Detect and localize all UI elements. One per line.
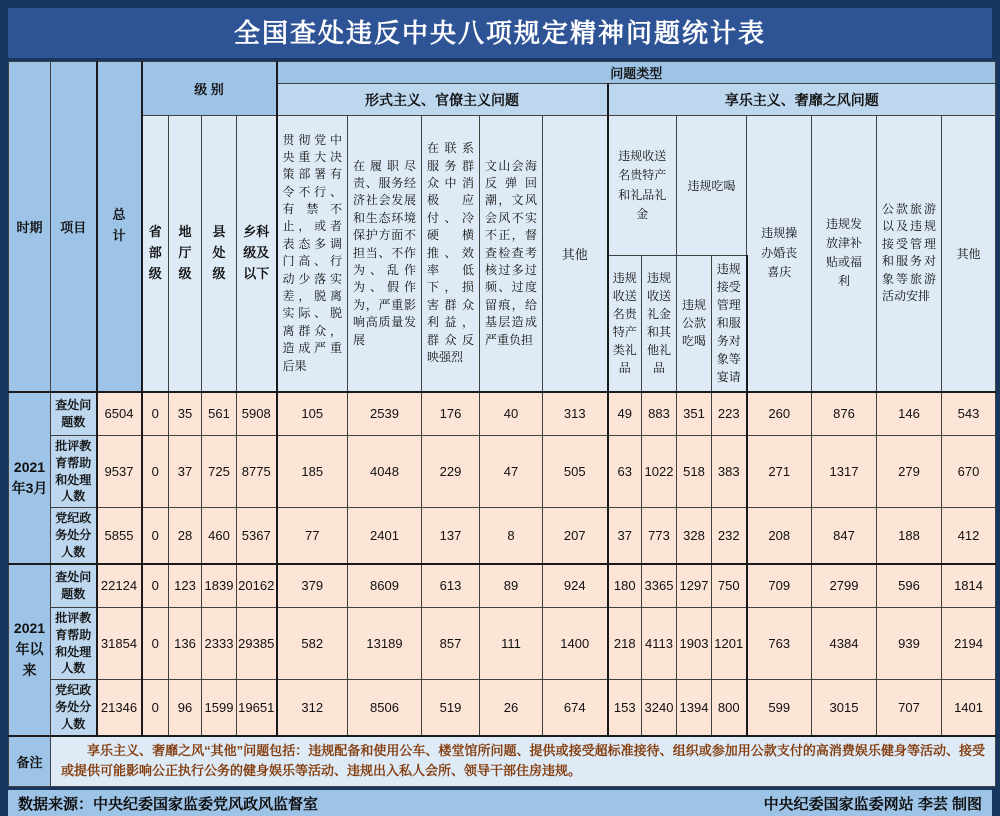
value-cell: 20162 (237, 564, 277, 608)
value-cell: 19651 (237, 680, 277, 736)
value-cell: 876 (812, 392, 877, 436)
col-header-dining-group: 违规吃喝 (677, 116, 747, 256)
value-cell: 313 (543, 392, 608, 436)
col-header-level-province: 省部级 (142, 116, 169, 392)
col-header-level-group: 级 别 (142, 62, 277, 116)
value-cell: 0 (142, 608, 169, 680)
value-cell: 505 (543, 436, 608, 508)
value-cell: 939 (877, 608, 942, 680)
value-cell: 1297 (677, 564, 712, 608)
value-cell: 763 (747, 608, 812, 680)
value-cell: 0 (142, 564, 169, 608)
row-label: 查处问题数 (51, 564, 97, 608)
col-header-dining-public-funds: 违规公款吃喝 (677, 256, 712, 392)
value-cell: 188 (877, 508, 942, 564)
value-cell: 279 (877, 436, 942, 508)
value-cell: 9537 (97, 436, 142, 508)
value-cell: 208 (747, 508, 812, 564)
value-cell: 137 (422, 508, 480, 564)
value-cell: 2539 (348, 392, 422, 436)
value-cell: 518 (677, 436, 712, 508)
value-cell: 229 (422, 436, 480, 508)
value-cell: 105 (277, 392, 348, 436)
col-header-dining-service-objects: 违规接受管理和服务对象等宴请 (712, 256, 747, 392)
col-header-gifts-group: 违规收送名贵特产和礼品礼金 (608, 116, 677, 256)
value-cell: 26 (480, 680, 543, 736)
value-cell: 3240 (642, 680, 677, 736)
col-header-wedding-funeral: 违规操办婚丧喜庆 (747, 116, 812, 392)
col-header-formalism-group: 形式主义、官僚主义问题 (277, 84, 608, 116)
value-cell: 383 (712, 436, 747, 508)
value-cell: 725 (202, 436, 237, 508)
col-header-formalism-masses: 在联系服务群众中消极应付、冷硬横推、效率低下，损害群众利益，群众反映强烈 (422, 116, 480, 392)
value-cell: 4384 (812, 608, 877, 680)
value-cell: 1839 (202, 564, 237, 608)
value-cell: 750 (712, 564, 747, 608)
value-cell: 596 (877, 564, 942, 608)
value-cell: 613 (422, 564, 480, 608)
value-cell: 146 (877, 392, 942, 436)
value-cell: 6504 (97, 392, 142, 436)
value-cell: 271 (747, 436, 812, 508)
value-cell: 328 (677, 508, 712, 564)
value-cell: 773 (642, 508, 677, 564)
value-cell: 5855 (97, 508, 142, 564)
col-header-formalism-other: 其他 (543, 116, 608, 392)
value-cell: 599 (747, 680, 812, 736)
value-cell: 22124 (97, 564, 142, 608)
value-cell: 37 (169, 436, 202, 508)
value-cell: 2333 (202, 608, 237, 680)
row-label: 查处问题数 (51, 392, 97, 436)
page-title: 全国查处违反中央八项规定精神问题统计表 (8, 8, 992, 58)
value-cell: 312 (277, 680, 348, 736)
col-header-gifts-cash: 违规收送礼金和其他礼品 (642, 256, 677, 392)
col-header-gifts-specialty: 违规收送名贵特产类礼品 (608, 256, 642, 392)
value-cell: 0 (142, 680, 169, 736)
value-cell: 232 (712, 508, 747, 564)
value-cell: 180 (608, 564, 642, 608)
value-cell: 21346 (97, 680, 142, 736)
col-header-level-prefecture: 地厅级 (169, 116, 202, 392)
value-cell: 31854 (97, 608, 142, 680)
col-header-total: 总计 (97, 62, 142, 392)
value-cell: 223 (712, 392, 747, 436)
row-label: 党纪政务处分人数 (51, 680, 97, 736)
value-cell: 1814 (942, 564, 996, 608)
col-header-hedonism-other: 其他 (942, 116, 996, 392)
value-cell: 29385 (237, 608, 277, 680)
footer-source: 数据来源：中央纪委国家监委党风政风监督室 (18, 795, 319, 813)
value-cell: 153 (608, 680, 642, 736)
col-header-travel: 公款旅游以及违规接受管理和服务对象等旅游活动安排 (877, 116, 942, 392)
value-cell: 379 (277, 564, 348, 608)
value-cell: 1400 (543, 608, 608, 680)
value-cell: 218 (608, 608, 642, 680)
value-cell: 28 (169, 508, 202, 564)
col-header-problem-type: 问题类型 (277, 62, 996, 84)
value-cell: 3015 (812, 680, 877, 736)
remark-text: 享乐主义、奢靡之风“其他”问题包括：违规配备和使用公车、楼堂馆所问题、提供或接受超标准接待、组织或参加用公款支付的高消费娱乐健身等活动、接受或提供可能影响公正执行公务的健身娱乐等活动、违规出入私人会所、领导干部住房违规。 (51, 736, 996, 787)
col-header-period: 时期 (9, 62, 51, 392)
value-cell: 37 (608, 508, 642, 564)
col-header-level-county: 县处级 (202, 116, 237, 392)
value-cell: 412 (942, 508, 996, 564)
footer-credit: 中央纪委国家监委网站 李芸 制图 (763, 795, 982, 813)
value-cell: 543 (942, 392, 996, 436)
value-cell: 847 (812, 508, 877, 564)
value-cell: 674 (543, 680, 608, 736)
value-cell: 924 (543, 564, 608, 608)
value-cell: 89 (480, 564, 543, 608)
value-cell: 260 (747, 392, 812, 436)
value-cell: 707 (877, 680, 942, 736)
value-cell: 49 (608, 392, 642, 436)
footer-bar (8, 790, 992, 816)
value-cell: 111 (480, 608, 543, 680)
row-label: 批评教育帮助和处理人数 (51, 436, 97, 508)
value-cell: 13189 (348, 608, 422, 680)
remark-label: 备注 (9, 736, 51, 787)
col-header-formalism-duty: 在履职尽责、服务经济社会发展和生态环境保护方面不担当、不作为、乱作为、假作为，严重影响高质量发展 (348, 116, 422, 392)
period-label: 2021年以来 (9, 564, 51, 736)
value-cell: 96 (169, 680, 202, 736)
value-cell: 1201 (712, 608, 747, 680)
value-cell: 136 (169, 608, 202, 680)
row-label: 批评教育帮助和处理人数 (51, 608, 97, 680)
value-cell: 0 (142, 436, 169, 508)
value-cell: 883 (642, 392, 677, 436)
col-header-formalism-policy: 贯彻党中央重大决策部署有令不行、有禁不止，或者表态多调门高、行动少落实差，脱离实际、脱离群众，造成严重后果 (277, 116, 348, 392)
value-cell: 8775 (237, 436, 277, 508)
value-cell: 2401 (348, 508, 422, 564)
value-cell: 35 (169, 392, 202, 436)
value-cell: 8506 (348, 680, 422, 736)
value-cell: 1394 (677, 680, 712, 736)
value-cell: 2194 (942, 608, 996, 680)
value-cell: 1903 (677, 608, 712, 680)
value-cell: 8 (480, 508, 543, 564)
col-header-item: 项目 (51, 62, 97, 392)
value-cell: 8609 (348, 564, 422, 608)
value-cell: 0 (142, 392, 169, 436)
col-header-hedonism-group: 享乐主义、奢靡之风问题 (608, 84, 996, 116)
value-cell: 77 (277, 508, 348, 564)
value-cell: 40 (480, 392, 543, 436)
col-header-allowance: 违规发放津补贴或福利 (812, 116, 877, 392)
value-cell: 857 (422, 608, 480, 680)
value-cell: 63 (608, 436, 642, 508)
value-cell: 351 (677, 392, 712, 436)
value-cell: 1317 (812, 436, 877, 508)
value-cell: 47 (480, 436, 543, 508)
value-cell: 2799 (812, 564, 877, 608)
statistics-table (8, 61, 996, 787)
row-label: 党纪政务处分人数 (51, 508, 97, 564)
value-cell: 5908 (237, 392, 277, 436)
value-cell: 185 (277, 436, 348, 508)
col-header-formalism-meetings: 文山会海反弹回潮，文风会风不实不正，督查检查考核过多过频、过度留痕，给基层造成严重负担 (480, 116, 543, 392)
value-cell: 1401 (942, 680, 996, 736)
value-cell: 561 (202, 392, 237, 436)
value-cell: 709 (747, 564, 812, 608)
value-cell: 670 (942, 436, 996, 508)
value-cell: 123 (169, 564, 202, 608)
value-cell: 3365 (642, 564, 677, 608)
value-cell: 4113 (642, 608, 677, 680)
value-cell: 176 (422, 392, 480, 436)
value-cell: 5367 (237, 508, 277, 564)
value-cell: 4048 (348, 436, 422, 508)
value-cell: 519 (422, 680, 480, 736)
value-cell: 582 (277, 608, 348, 680)
value-cell: 1599 (202, 680, 237, 736)
col-header-level-township: 乡科级及以下 (237, 116, 277, 392)
value-cell: 0 (142, 508, 169, 564)
value-cell: 460 (202, 508, 237, 564)
value-cell: 800 (712, 680, 747, 736)
value-cell: 207 (543, 508, 608, 564)
period-label: 2021年3月 (9, 392, 51, 564)
value-cell: 1022 (642, 436, 677, 508)
